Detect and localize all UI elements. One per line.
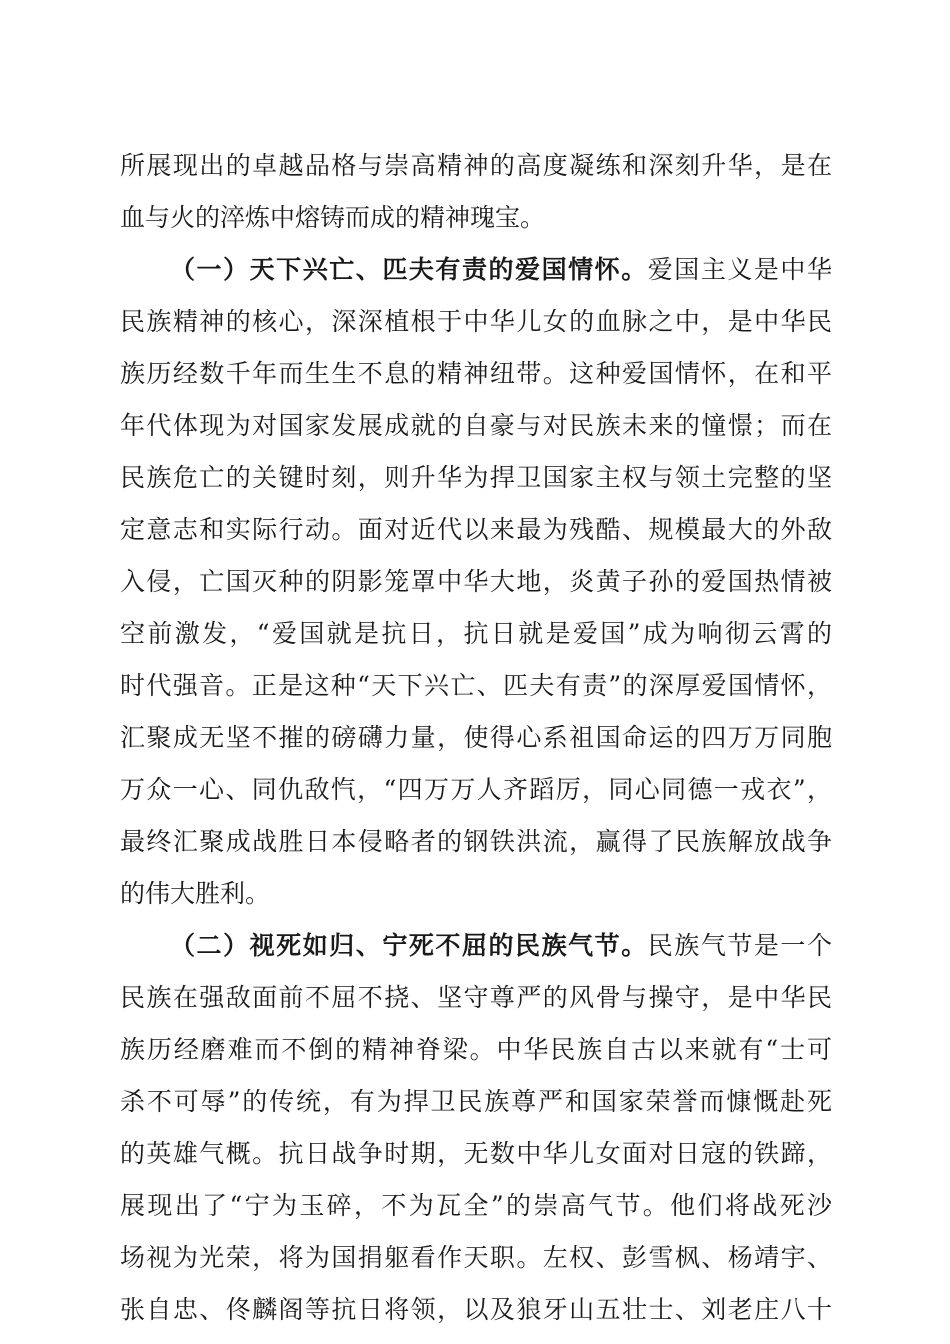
text-line: 汇聚成无坚不摧的磅礴力量，使得心系祖国命运的四万万同胞 xyxy=(120,723,832,752)
text-line: 族历经数千年而生生不息的精神纽带。这种爱国情怀，在和平 xyxy=(120,359,832,388)
text-run: 爱国主义是中华 xyxy=(647,255,832,284)
text-line: 空前激发，“爱国就是抗日，抗日就是爱国”成为响彻云霄的 xyxy=(120,619,832,648)
text-line: 展现出了“宁为玉碎，不为瓦全”的崇高气节。他们将战死沙 xyxy=(120,1191,832,1220)
paragraph-continuation xyxy=(120,140,832,244)
text-line: 年代体现为对国家发展成就的自豪与对民族未来的憧憬；而在 xyxy=(120,411,832,440)
text-line: 民族精神的核心，深深植根于中华儿女的血脉之中，是中华民 xyxy=(120,307,832,336)
text-line: 的英雄气概。抗日战争时期，无数中华儿女面对日寇的铁蹄， xyxy=(120,1139,832,1168)
text-line xyxy=(120,920,832,972)
paragraph-integrity xyxy=(120,920,832,1336)
text-line: 张自忠、佟麟阁等抗日将领，以及狼牙山五壮士、刘老庄八十 xyxy=(120,1295,832,1324)
paragraph-patriotism xyxy=(120,244,832,920)
section-heading: （二）视死如归、宁死不屈的民族气节。 xyxy=(170,931,648,960)
text-line: 最终汇聚成战胜日本侵略者的钢铁洪流，赢得了民族解放战争 xyxy=(120,827,832,856)
body-text xyxy=(120,140,832,1336)
text-line: 民族危亡的关键时刻，则升华为捍卫国家主权与领土完整的坚 xyxy=(120,463,832,492)
text-line: 万众一心、同仇敌忾，“四万万人齐蹈厉，同心同德一戎衣”， xyxy=(120,775,832,804)
text-line: 入侵，亡国灭种的阴影笼罩中华大地，炎黄子孙的爱国热情被 xyxy=(120,567,832,596)
text-line: 民族在强敌面前不屈不挠、坚守尊严的风骨与操守，是中华民 xyxy=(120,983,832,1012)
text-line: 定意志和实际行动。面对近代以来最为残酷、规模最大的外敌 xyxy=(120,515,832,544)
text-line: 族历经磨难而不倒的精神脊梁。中华民族自古以来就有“士可 xyxy=(120,1035,832,1064)
text-line: 场视为光荣，将为国捐躯看作天职。左权、彭雪枫、杨靖宇、 xyxy=(120,1243,832,1272)
text-line: 杀不可辱”的传统，有为捍卫民族尊严和国家荣誉而慷慨赴死 xyxy=(120,1087,832,1116)
text-line xyxy=(120,244,832,296)
text-line: 血与火的淬炼中熔铸而成的精神瑰宝。 xyxy=(120,203,546,232)
text-line: 所展现出的卓越品格与崇高精神的高度凝练和深刻升华，是在 xyxy=(120,151,832,180)
text-line: 时代强音。正是这种“天下兴亡、匹夫有责”的深厚爱国情怀， xyxy=(120,671,832,700)
text-run: 民族气节是一个 xyxy=(647,931,832,960)
section-heading: （一）天下兴亡、匹夫有责的爱国情怀。 xyxy=(170,255,648,284)
text-line: 的伟大胜利。 xyxy=(120,879,271,908)
